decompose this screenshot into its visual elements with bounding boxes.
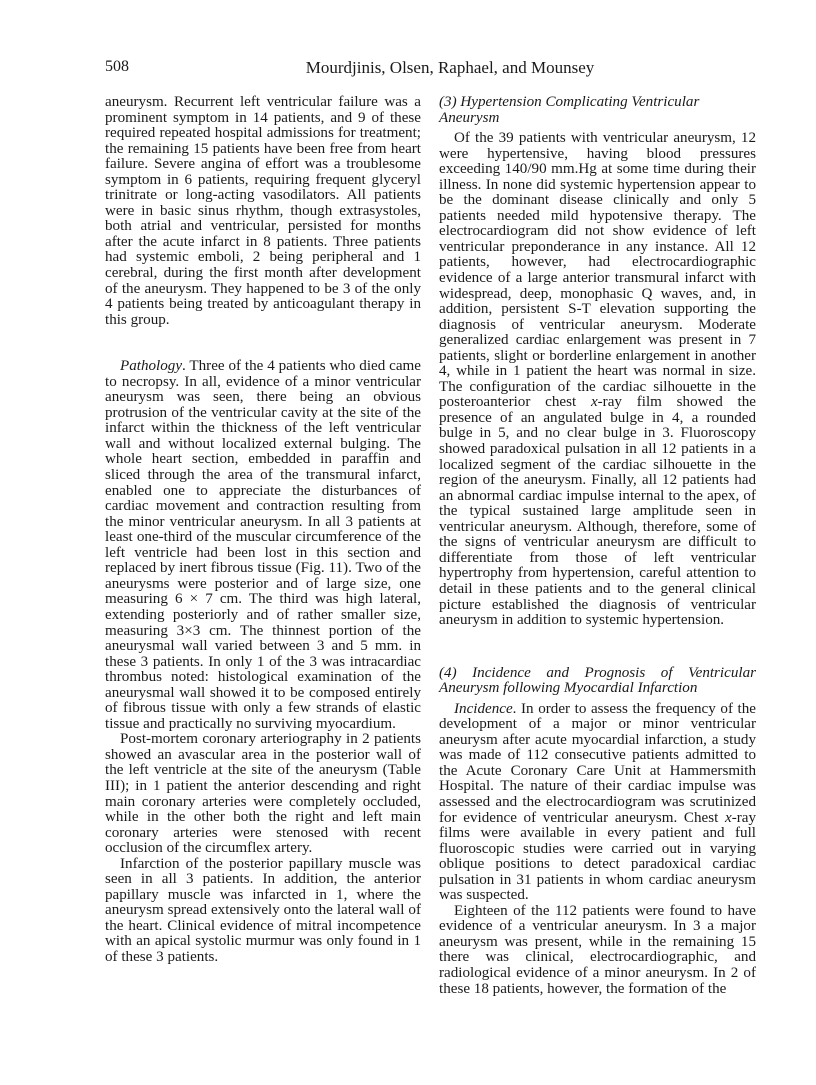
left-column bbox=[105, 95, 421, 966]
paragraph-eighteen-patients: Eighteen of the 112 patients were found to have evidence of a ventricular aneurysm. In 3 a major aneurysm was present, while in the remaining 15 there was clinical, electrocardiographic, and radiological evidence of a minor aneurysm. In 2 of these 18 patients, however, the formation of the bbox=[439, 902, 756, 997]
hypertension-text-1: Of the 39 patients with ventricular aneurysm, 12 were hypertensive, having blood pressures exceeding 140/90 mm.Hg at some time during their illness. In none did systemic hypertension appear to be the dominant disease clinically and only 5 patients needed mild hypotensive therapy. The electrocardiogram did not show evidence of left ventricular preponderance in any instance. All 12 patients, however, had electrocardiographic evidence of a large anterior transmural infarct with widespread, deep, monophasic Q waves, and, in addition, persistent S-T elevation supporting the diagnosis of ventricular aneurysm. Moderate generalized cardiac enlargement was present in 7 patients, slight or borderline enlargement in another 4, while in 1 patient the heart was normal in size. The configuration of the cardiac silhouette in the posteroanterior chest bbox=[439, 130, 756, 411]
incidence-text-1: . In order to assess the frequency of the development of a major or minor ventricular aneurysm after acute myocardial infarction, a study was made of 112 consecutive patients admitted to the Acute Coronary Care Unit at Hammersmith Hospital. The nature of their cardiac impulse was assessed and the electrocardiogram was scrutinized for evidence of ventricular aneurysm. Chest bbox=[439, 700, 756, 826]
section-heading-incidence-prognosis: (4) Incidence and Prognosis of Ventricular Aneurysm following Myocardial Infarction bbox=[439, 664, 756, 697]
pathology-text: . Three of the 4 patients who died came to necropsy. In all, evidence of a minor ventricular aneurysm was seen, there being an obvious protrusion of the ventricular cavity at the site of the infarct within the thickness of the left ventricular wall and without localized external bulging. The whole heart section, embedded in paraffin and sliced through the area of the transmural infarct, enabled one to appreciate the disturbances of cardiac movement and contraction resulting from the minor ventricular aneurysm. In all 3 patients at least one-third of the muscular circumference of the left ventricle had been lost in this section and replaced by inert fibrous tissue (Fig. 11). Two of the aneurysms were posterior and of large size, one measuring 6 × 7 cm. The third was high lateral, extending posteriorly and of rather smaller size, measuring 3×3 cm. The thinnest portion of the aneurysmal wall varied between 3 and 5 mm. in these 3 patients. In only 1 of the 3 was intracardiac thrombus noted: histological examination of the aneurysmal wall showed it to be composed entirely of fibrous tissue with only a few strands of elastic tissue and practically no surviving myocardium. bbox=[105, 358, 421, 732]
paragraph-pathology bbox=[105, 359, 421, 732]
hypertension-text-2: -ray film showed the presence of an angulated bulge in 4, a rounded bulge in 5, and no clear bulge in 3. Fluoroscopy showed paradoxical pulsation in all 12 patients in a localized segment of the cardiac silhouette in the region of the aneurysm. Finally, all 12 patients had an abnormal cardiac impulse internal to the apex, of the typical sustained large amplitude seen in ventricular aneurysm. Although, therefore, some of the signs of ventricular aneurysm are difficult to differentiate from those of left ventricular hypertrophy from hypertension, careful attention to detail in these patients and to the general clinical picture established the diagnosis of ventricular aneurysm in addition to systemic hypertension. bbox=[439, 394, 757, 629]
paragraph-arteriography: Post-mortem coronary arteriography in 2 patients showed an avascular area in the posterior wall of the left ventricle at the site of the aneurysm (Table III); in 1 patient the anterior descending and right main coronary arteries were completely occluded, while in the other both the right and left main coronary arteries were stenosed with recent occlusion of the circumflex artery. bbox=[105, 731, 421, 857]
section-gap bbox=[439, 629, 756, 666]
paragraph-papillary-muscle: Infarction of the posterior papillary muscle was seen in all 3 patients. In addition, the anterior papillary muscle was infarcted in 1, where the aneurysm spread extensively onto the lateral wall of the heart. Clinical evidence of mitral incompetence with an apical systolic murmur was only found in 1 of these 3 patients. bbox=[105, 855, 421, 965]
section-heading-hypertension: (3) Hypertension Complicating Ventricular Aneurysm bbox=[439, 94, 700, 126]
incidence-text-2: -ray films were available in every patient and full fluoroscopic studies were carried out in varying oblique positions to detect paradoxical cardiac pulsation in 31 patients in whom cardiac aneurysm was suspected. bbox=[439, 809, 756, 904]
paragraph-incidence bbox=[439, 702, 756, 904]
page-header bbox=[105, 58, 755, 80]
x-ray-italic-x: x bbox=[724, 809, 732, 826]
running-head-authors: Mourdjinis, Olsen, Raphael, and Mounsey bbox=[305, 58, 595, 77]
page-number: 508 bbox=[105, 58, 129, 75]
pathology-label: Pathology bbox=[120, 358, 183, 375]
paragraph-hypertension bbox=[439, 131, 756, 629]
paragraph-gap bbox=[105, 328, 421, 359]
incidence-label: Incidence bbox=[454, 700, 513, 717]
paragraph-clinical-course: aneurysm. Recurrent left ventricular failure was a prominent symptom in 14 patients, and 9 of these required repeated hospital admissions for treatment; the remaining 15 patients have been free from heart failure. Severe angina of effort was a troublesome symptom in 6 patients, requiring frequent glyceryl trinitrate or long-acting vasodilators. All patients were in basic sinus rhythm, though extrasystoles, both atrial and ventricular, persisted for months after the acute infarct in 8 patients. Three patients had systemic emboli, 2 being peripheral and 1 cerebral, during the first month after development of the aneurysm. They happened to be 3 of the only 4 patients being treated by anticoagulant therapy in this group. bbox=[105, 94, 421, 328]
right-column bbox=[439, 95, 756, 997]
x-ray-italic-x: x bbox=[590, 394, 598, 411]
